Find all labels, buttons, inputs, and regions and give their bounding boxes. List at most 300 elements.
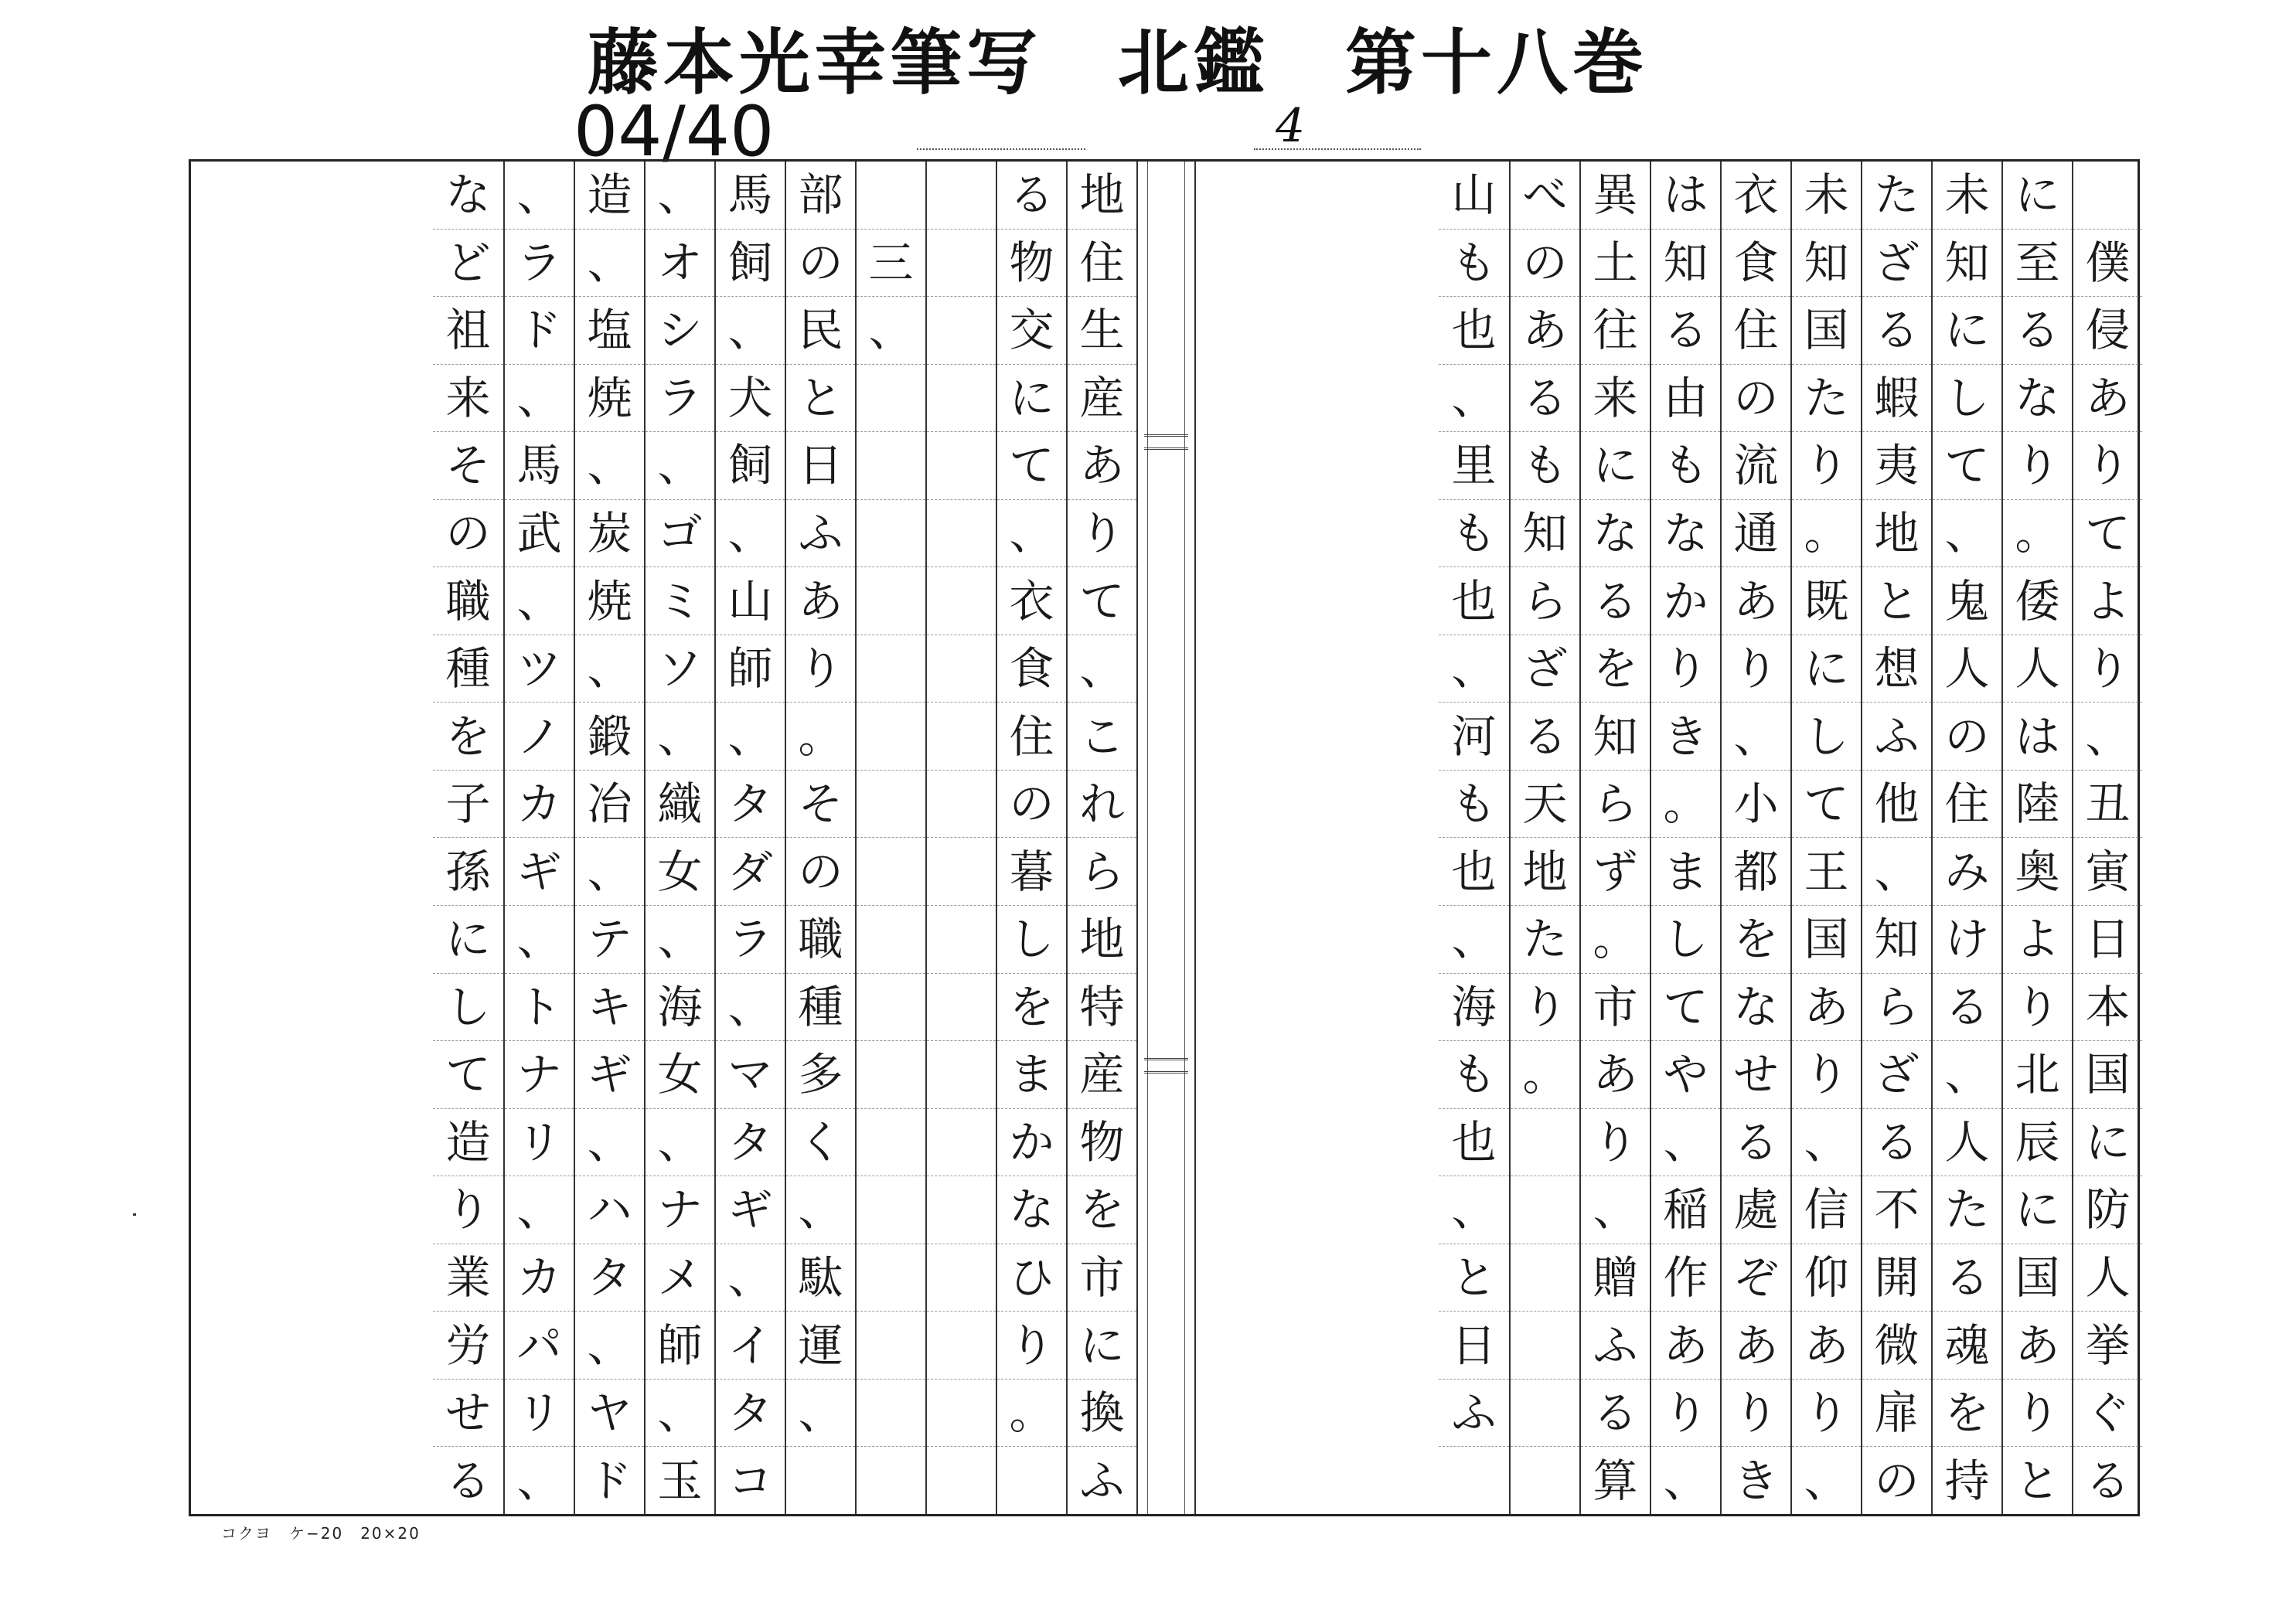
manuscript-cell: 持: [1944, 1454, 1990, 1507]
manuscript-cell: 、: [716, 297, 785, 365]
manuscript-cell: 天: [1511, 771, 1579, 839]
manuscript-column: [433, 162, 503, 1514]
manuscript-cell: 、: [1722, 703, 1790, 771]
manuscript-cell: 人: [1933, 635, 2001, 703]
manuscript-cell: 、: [505, 1176, 574, 1244]
manuscript-cell: る: [1722, 1109, 1790, 1177]
manuscript-cell: り: [997, 1312, 1066, 1380]
manuscript-cell: [927, 635, 996, 703]
manuscript-cell: 武: [505, 500, 574, 568]
manuscript-cell: あ: [786, 567, 855, 635]
manuscript-cell: [857, 1176, 925, 1244]
manuscript-cell: の: [1874, 1454, 1920, 1507]
manuscript-cell: [927, 906, 996, 974]
manuscript-cell: 流: [1722, 432, 1790, 500]
manuscript-cell: あ: [2003, 1312, 2072, 1380]
manuscript-cell: な: [2003, 365, 2072, 433]
manuscript-cell: て: [433, 1041, 503, 1109]
manuscript-cell: 未: [1792, 162, 1861, 230]
manuscript-cell: 女: [646, 838, 714, 906]
manuscript-cell: り: [786, 635, 855, 703]
manuscript-cell: り: [1581, 1109, 1650, 1177]
manuscript-cell: 、: [505, 567, 574, 635]
manuscript-cell: に: [1068, 1312, 1136, 1380]
manuscript-cell: タ: [716, 771, 785, 839]
manuscript-cell: ハ: [575, 1176, 644, 1244]
manuscript-cell: の: [1722, 365, 1790, 433]
manuscript-cell: に: [1933, 297, 2001, 365]
manuscript-cell: 三: [857, 230, 925, 298]
manuscript-cell: [857, 703, 925, 771]
manuscript-sheet: [189, 159, 2140, 1516]
manuscript-cell: し: [1651, 906, 1720, 974]
manuscript-cell: 師: [716, 635, 785, 703]
manuscript-cell: 来: [433, 365, 503, 433]
manuscript-cell: て: [1792, 771, 1861, 839]
manuscript-cell: 種: [786, 974, 855, 1042]
manuscript-cell: 挙: [2073, 1312, 2142, 1380]
document-title: 藤本光幸筆写 北鑑 第十八巻: [588, 22, 1649, 104]
manuscript-cell: ド: [505, 297, 574, 365]
manuscript-column: [1509, 162, 1579, 1514]
manuscript-cell: タ: [716, 1380, 785, 1448]
manuscript-cell: 。: [2003, 500, 2072, 568]
manuscript-cell: ら: [1511, 567, 1579, 635]
manuscript-cell: の: [997, 771, 1066, 839]
manuscript-cell: り: [2073, 432, 2142, 500]
manuscript-cell: オ: [646, 230, 714, 298]
manuscript-cell: 塩: [575, 297, 644, 365]
manuscript-cell: 人: [1933, 1109, 2001, 1177]
manuscript-cell: り: [1651, 635, 1720, 703]
manuscript-cell: 、: [505, 365, 574, 433]
manuscript-cell: 、: [646, 906, 714, 974]
manuscript-cell: 換: [1068, 1380, 1136, 1448]
manuscript-cell: し: [997, 906, 1066, 974]
manuscript-cell: 祖: [433, 297, 503, 365]
manuscript-cell: べ: [1511, 162, 1579, 230]
manuscript-cell: り: [1511, 974, 1579, 1042]
manuscript-cell: に: [997, 365, 1066, 433]
manuscript-cell: 、: [1581, 1176, 1650, 1244]
manuscript-cell: 日: [786, 432, 855, 500]
manuscript-cell: を: [433, 703, 503, 771]
manuscript-cell: 住: [1933, 771, 2001, 839]
manuscript-cell: た: [1862, 162, 1931, 230]
manuscript-cell: 物: [1068, 1109, 1136, 1177]
manuscript-cell: ラ: [646, 365, 714, 433]
manuscript-cell: れ: [1068, 771, 1136, 839]
manuscript-cell: 鍛: [575, 703, 644, 771]
manuscript-cell: ざ: [1511, 635, 1579, 703]
manuscript-column: [1579, 162, 1650, 1514]
manuscript-cell: [857, 635, 925, 703]
manuscript-cell: タ: [575, 1244, 644, 1312]
manuscript-cell: き: [1733, 1454, 1779, 1507]
manuscript-cell: [857, 974, 925, 1042]
manuscript-cell: 仰: [1792, 1244, 1861, 1312]
manuscript-cell: 防: [2073, 1176, 2142, 1244]
manuscript-cell: 、: [505, 906, 574, 974]
manuscript-cell: [927, 1244, 996, 1312]
manuscript-cell: あ: [1651, 1312, 1720, 1380]
manuscript-cell: [927, 974, 996, 1042]
manuscript-cell: 駄: [786, 1244, 855, 1312]
manuscript-cell: ギ: [575, 1041, 644, 1109]
manuscript-cell: 人: [2003, 635, 2072, 703]
manuscript-cell: 焼: [575, 567, 644, 635]
manuscript-cell: 国: [2003, 1244, 2072, 1312]
manuscript-cell: [927, 230, 996, 298]
manuscript-cell: 来: [1581, 365, 1650, 433]
manuscript-cell: [927, 365, 996, 433]
manuscript-cell: 、: [505, 162, 574, 230]
manuscript-cell: 、: [716, 500, 785, 568]
manuscript-cell: 北: [2003, 1041, 2072, 1109]
manuscript-cell: 国: [1792, 906, 1861, 974]
manuscript-cell: 孫: [433, 838, 503, 906]
manuscript-cell: を: [1933, 1380, 2001, 1448]
manuscript-cell: 。: [1581, 906, 1650, 974]
manuscript-cell: 他: [1862, 771, 1931, 839]
handwritten-page-number: 4: [1276, 99, 1306, 153]
manuscript-cell: [927, 1447, 996, 1514]
manuscript-cell: 地: [1862, 500, 1931, 568]
manuscript-cell: 日: [2073, 906, 2142, 974]
manuscript-column: [855, 162, 925, 1514]
manuscript-cell: ふ: [1079, 1454, 1125, 1507]
manuscript-column: [1720, 162, 1790, 1514]
manuscript-cell: [857, 162, 925, 230]
manuscript-cell: [927, 432, 996, 500]
manuscript-cell: あ: [1792, 1312, 1861, 1380]
manuscript-cell: る: [1862, 297, 1931, 365]
manuscript-cell: 日: [1439, 1312, 1509, 1380]
manuscript-cell: せ: [433, 1380, 503, 1448]
manuscript-cell: ソ: [646, 635, 714, 703]
manuscript-cell: 、: [646, 162, 714, 230]
manuscript-cell: 、: [857, 297, 925, 365]
manuscript-cell: 里: [1439, 432, 1509, 500]
manuscript-cell: る: [1862, 1109, 1931, 1177]
manuscript-column: [1066, 162, 1136, 1514]
manuscript-column: [1650, 162, 1720, 1514]
manuscript-cell: 山: [1439, 162, 1509, 230]
manuscript-cell: 夷: [1862, 432, 1931, 500]
manuscript-cell: 地: [1511, 838, 1579, 906]
manuscript-cell: 僕: [2073, 230, 2142, 298]
manuscript-cell: 倭: [2003, 567, 2072, 635]
manuscript-cell: 、: [575, 1109, 644, 1177]
manuscript-cell: 交: [997, 297, 1066, 365]
manuscript-cell: る: [1933, 1244, 2001, 1312]
manuscript-cell: 未: [1933, 162, 2001, 230]
manuscript-cell: 犬: [716, 365, 785, 433]
manuscript-cell: 想: [1862, 635, 1931, 703]
manuscript-cell: か: [997, 1109, 1066, 1177]
manuscript-cell: 開: [1862, 1244, 1931, 1312]
manuscript-cell: 至: [2003, 230, 2072, 298]
manuscript-cell: あ: [2073, 365, 2142, 433]
manuscript-cell: 土: [1581, 230, 1650, 298]
manuscript-cell: の: [433, 500, 503, 568]
manuscript-cell: も: [1439, 1041, 1509, 1109]
manuscript-cell: て: [1068, 567, 1136, 635]
manuscript-cell: ギ: [716, 1176, 785, 1244]
manuscript-cell: 産: [1068, 1041, 1136, 1109]
manuscript-cell: 、: [716, 703, 785, 771]
manuscript-cell: ド: [587, 1454, 632, 1507]
manuscript-left-half: [191, 162, 1136, 1514]
manuscript-cell: [927, 1041, 996, 1109]
manuscript-cell: に: [1792, 635, 1861, 703]
manuscript-cell: 地: [1068, 162, 1136, 230]
manuscript-cell: 飼: [716, 432, 785, 500]
manuscript-cell: ざ: [1862, 230, 1931, 298]
manuscript-cell: 都: [1722, 838, 1790, 906]
manuscript-cell: 子: [433, 771, 503, 839]
manuscript-cell: け: [1933, 906, 2001, 974]
manuscript-cell: ラ: [505, 230, 574, 298]
manuscript-cell: る: [445, 1454, 491, 1507]
manuscript-cell: リ: [505, 1109, 574, 1177]
manuscript-cell: [857, 567, 925, 635]
manuscript-cell: る: [1581, 1380, 1650, 1448]
blank-line-left: [917, 148, 1085, 150]
manuscript-cell: み: [1933, 838, 2001, 906]
manuscript-cell: あ: [1792, 974, 1861, 1042]
manuscript-cell: か: [1651, 567, 1720, 635]
manuscript-cell: 造: [433, 1109, 503, 1177]
manuscript-cell: ら: [1068, 838, 1136, 906]
manuscript-cell: 侵: [2073, 297, 2142, 365]
manuscript-cell: も: [1439, 230, 1509, 298]
manuscript-cell: [927, 500, 996, 568]
manuscript-cell: 、: [575, 838, 644, 906]
manuscript-cell: [927, 162, 996, 230]
manuscript-cell: ふ: [1581, 1312, 1650, 1380]
manuscript-cell: 知: [1933, 230, 2001, 298]
manuscript-cell: に: [2003, 1176, 2072, 1244]
manuscript-cell: [927, 1176, 996, 1244]
manuscript-cell: と: [1439, 1244, 1509, 1312]
manuscript-cell: 、: [786, 1380, 855, 1448]
manuscript-cell: り: [1792, 1380, 1861, 1448]
manuscript-cell: 。: [1792, 500, 1861, 568]
manuscript-cell: り: [2003, 432, 2072, 500]
manuscript-cell: よ: [2073, 567, 2142, 635]
manuscript-cell: せ: [1722, 1041, 1790, 1109]
manuscript-cell: し: [1792, 703, 1861, 771]
manuscript-cell: と: [1862, 567, 1931, 635]
manuscript-cell: 、: [1792, 1109, 1861, 1177]
manuscript-cell: 馬: [505, 432, 574, 500]
manuscript-cell: 也: [1439, 567, 1509, 635]
manuscript-cell: の: [786, 838, 855, 906]
manuscript-cell: 。: [1651, 771, 1720, 839]
manuscript-cell: 女: [646, 1041, 714, 1109]
manuscript-cell: は: [1651, 162, 1720, 230]
manuscript-cell: り: [1651, 1380, 1720, 1448]
manuscript-cell: [927, 771, 996, 839]
manuscript-cell: き: [1651, 703, 1720, 771]
manuscript-cell: 、: [646, 703, 714, 771]
manuscript-cell: あ: [1068, 432, 1136, 500]
manuscript-cell: ダ: [716, 838, 785, 906]
manuscript-cell: [1511, 1380, 1579, 1448]
manuscript-cell: 知: [1581, 703, 1650, 771]
manuscript-cell: 冶: [575, 771, 644, 839]
manuscript-cell: テ: [575, 906, 644, 974]
manuscript-cell: ゴ: [646, 500, 714, 568]
manuscript-cell: [997, 1447, 1066, 1514]
manuscript-cell: ひ: [997, 1244, 1066, 1312]
manuscript-cell: 蝦: [1862, 365, 1931, 433]
manuscript-cell: ふ: [1862, 703, 1931, 771]
manuscript-cell: 知: [1651, 230, 1720, 298]
manuscript-column: [1790, 162, 1861, 1514]
scan-speck: [133, 1213, 136, 1216]
manuscript-cell: と: [786, 365, 855, 433]
manuscript-cell: 職: [786, 906, 855, 974]
manuscript-cell: 、: [646, 1380, 714, 1448]
manuscript-cell: る: [1651, 297, 1720, 365]
manuscript-cell: り: [2073, 635, 2142, 703]
manuscript-cell: 労: [433, 1312, 503, 1380]
manuscript-cell: 、: [1439, 365, 1509, 433]
manuscript-cell: り: [2003, 1380, 2072, 1448]
manuscript-cell: 信: [1792, 1176, 1861, 1244]
manuscript-cell: ら: [1862, 974, 1931, 1042]
manuscript-cell: る: [1933, 974, 2001, 1042]
manuscript-cell: リ: [505, 1380, 574, 1448]
manuscript-cell: 馬: [716, 162, 785, 230]
manuscript-cell: 、: [1068, 635, 1136, 703]
manuscript-cell: 食: [1722, 230, 1790, 298]
manuscript-cell: な: [1651, 500, 1720, 568]
manuscript-cell: 、: [575, 635, 644, 703]
manuscript-cell: 、: [575, 1312, 644, 1380]
manuscript-cell: や: [1651, 1041, 1720, 1109]
manuscript-cell: 陸: [2003, 771, 2072, 839]
manuscript-cell: な: [997, 1176, 1066, 1244]
manuscript-column: [925, 162, 996, 1514]
manuscript-cell: [857, 838, 925, 906]
manuscript-cell: 微: [1862, 1312, 1931, 1380]
manuscript-cell: り: [1792, 1041, 1861, 1109]
manuscript-column: [785, 162, 855, 1514]
manuscript-cell: 住: [1722, 297, 1790, 365]
manuscript-cell: 山: [716, 567, 785, 635]
manuscript-cell: 住: [997, 703, 1066, 771]
manuscript-cell: パ: [505, 1312, 574, 1380]
manuscript-cell: を: [997, 974, 1066, 1042]
manuscript-cell: 小: [1722, 771, 1790, 839]
manuscript-column: [644, 162, 714, 1514]
manuscript-cell: メ: [646, 1244, 714, 1312]
manuscript-cell: 住: [1068, 230, 1136, 298]
manuscript-cell: 稲: [1651, 1176, 1720, 1244]
manuscript-cell: 海: [1439, 974, 1509, 1042]
manuscript-cell: 通: [1722, 500, 1790, 568]
manuscript-cell: 、: [1439, 1176, 1509, 1244]
manuscript-cell: 知: [1792, 230, 1861, 298]
manuscript-cell: る: [997, 162, 1066, 230]
manuscript-cell: る: [2003, 297, 2072, 365]
manuscript-cell: も: [1439, 771, 1509, 839]
manuscript-cell: 人: [2073, 1244, 2142, 1312]
manuscript-cell: シ: [646, 297, 714, 365]
manuscript-cell: り: [1792, 432, 1861, 500]
manuscript-cell: 衣: [1722, 162, 1790, 230]
manuscript-cell: 衣: [997, 567, 1066, 635]
manuscript-cell: な: [1581, 500, 1650, 568]
manuscript-column: [503, 162, 574, 1514]
manuscript-cell: イ: [716, 1312, 785, 1380]
manuscript-cell: ラ: [716, 906, 785, 974]
manuscript-cell: 既: [1792, 567, 1861, 635]
manuscript-cell: ど: [433, 230, 503, 298]
manuscript-cell: の: [1933, 703, 2001, 771]
manuscript-cell: あ: [1511, 297, 1579, 365]
paper-footer: コクヨ ケ−20 20×20: [221, 1524, 421, 1543]
manuscript-cell: て: [997, 432, 1066, 500]
manuscript-cell: る: [2085, 1454, 2131, 1507]
manuscript-cell: 玉: [657, 1454, 703, 1507]
manuscript-cell: 贈: [1581, 1244, 1650, 1312]
manuscript-cell: 知: [1862, 906, 1931, 974]
manuscript-cell: 、: [716, 974, 785, 1042]
manuscript-cell: 。: [997, 1380, 1066, 1448]
manuscript-cell: [927, 703, 996, 771]
manuscript-cell: ぐ: [2073, 1380, 2142, 1448]
manuscript-cell: [857, 500, 925, 568]
manuscript-cell: 奥: [2003, 838, 2072, 906]
manuscript-right-half: [1196, 162, 2142, 1514]
manuscript-cell: ま: [1651, 838, 1720, 906]
manuscript-cell: そ: [433, 432, 503, 500]
manuscript-cell: 炭: [575, 500, 644, 568]
manuscript-cell: 市: [1068, 1244, 1136, 1312]
manuscript-column: [1861, 162, 1931, 1514]
manuscript-cell: 也: [1439, 297, 1509, 365]
manuscript-cell: は: [2003, 703, 2072, 771]
manuscript-cell: 、: [1439, 906, 1509, 974]
manuscript-cell: [1511, 1244, 1579, 1312]
manuscript-cell: [1439, 1447, 1509, 1514]
manuscript-cell: 、: [1933, 500, 2001, 568]
manuscript-cell: [857, 365, 925, 433]
manuscript-cell: 運: [786, 1312, 855, 1380]
manuscript-cell: 食: [997, 635, 1066, 703]
manuscript-cell: に: [2003, 162, 2072, 230]
manuscript-cell: 海: [646, 974, 714, 1042]
manuscript-cell: 。: [786, 703, 855, 771]
manuscript-cell: [927, 1380, 996, 1448]
manuscript-cell: に: [433, 906, 503, 974]
manuscript-cell: [857, 1447, 925, 1514]
gutter-mark: [1144, 1058, 1188, 1073]
manuscript-column: [2001, 162, 2072, 1514]
manuscript-cell: 算: [1593, 1454, 1638, 1507]
manuscript-cell: る: [1511, 365, 1579, 433]
manuscript-cell: の: [1511, 230, 1579, 298]
manuscript-cell: [857, 1244, 925, 1312]
manuscript-cell: 、: [575, 432, 644, 500]
manuscript-cell: ツ: [505, 635, 574, 703]
manuscript-cell: [927, 297, 996, 365]
manuscript-cell: を: [1722, 906, 1790, 974]
